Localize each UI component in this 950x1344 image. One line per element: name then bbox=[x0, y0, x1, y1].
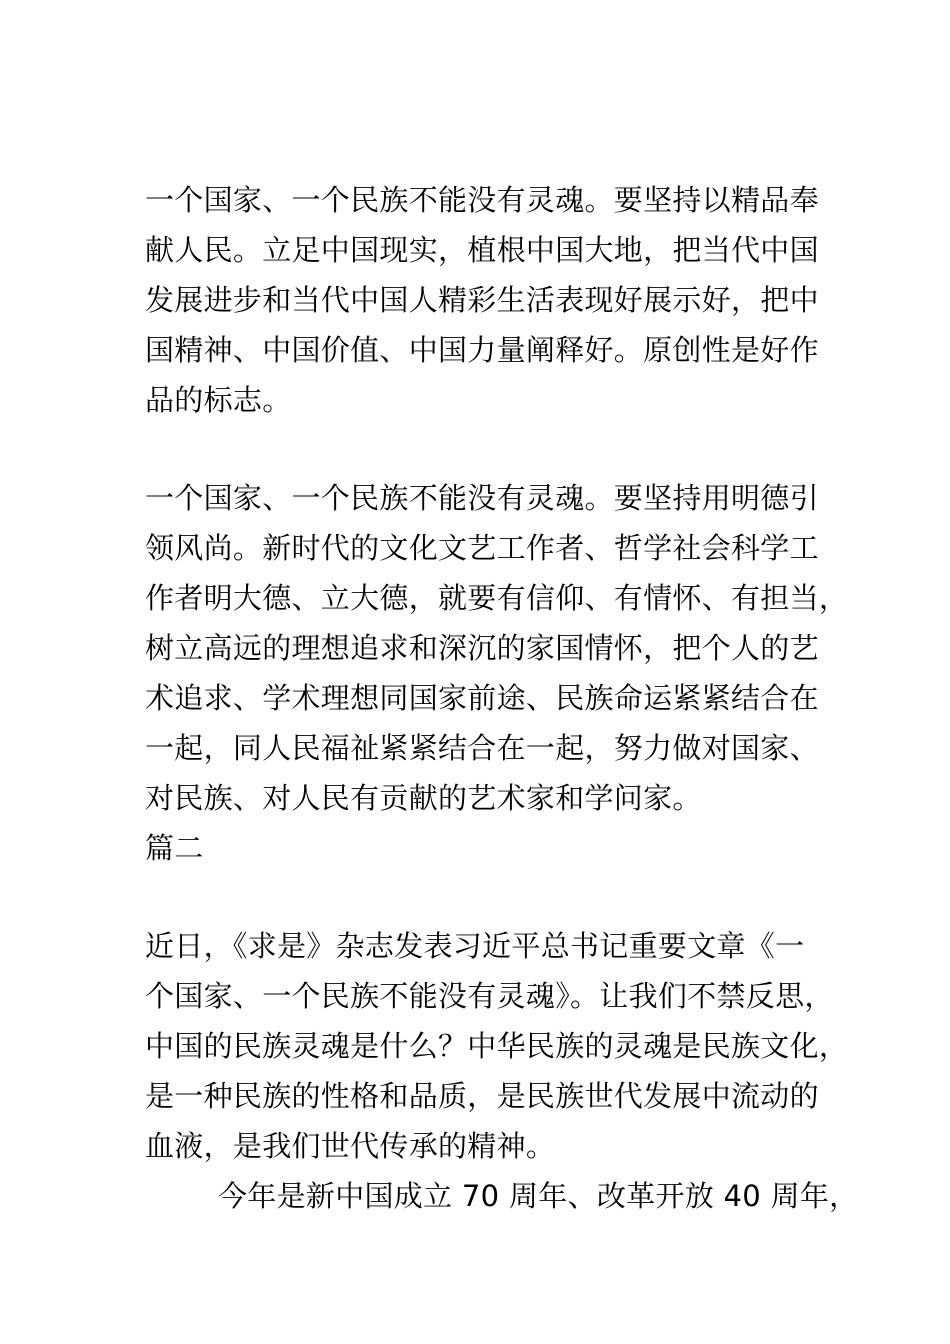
paragraph-line: 近日，《求是》杂志发表习近平总书记重要文章《一 bbox=[145, 929, 805, 963]
paragraph-line: 领风尚。新时代的文化文艺工作者、哲学社会科学工 bbox=[145, 531, 819, 565]
paragraph-line: 一起，同人民福祉紧紧结合在一起，努力做对国家、 bbox=[145, 731, 819, 765]
paragraph-line: 国精神、中国价值、中国力量阐释好。原创性是好作 bbox=[145, 333, 819, 367]
paragraph-line: 发展进步和当代中国人精彩生活表现好展示好，把中 bbox=[145, 283, 819, 317]
paragraph-line: 品的标志。 bbox=[145, 383, 292, 417]
paragraph-line: 献人民。立足中国现实，植根中国大地，把当代中国 bbox=[145, 233, 819, 267]
paragraph-line: 术追求、学术理想同国家前途、民族命运紧紧结合在 bbox=[145, 681, 819, 715]
paragraph-line: 个国家、一个民族不能没有灵魂》。让我们不禁反思， bbox=[145, 979, 834, 1013]
paragraph-line: 血液，是我们世代传承的精神。 bbox=[145, 1129, 556, 1163]
paragraph-line: 作者明大德、立大德，就要有信仰、有情怀、有担当， bbox=[145, 581, 849, 615]
paragraph-line: 一个国家、一个民族不能没有灵魂。要坚持用明德引 bbox=[145, 481, 819, 515]
paragraph-line: 今年是新中国成立 70 周年、改革开放 40 周年， bbox=[218, 1179, 859, 1213]
paragraph-line: 中国的民族灵魂是什么？中华民族的灵魂是民族文化， bbox=[145, 1029, 849, 1063]
paragraph-line: 树立高远的理想追求和深沉的家国情怀，把个人的艺 bbox=[145, 631, 819, 665]
section-heading: 篇二 bbox=[145, 831, 204, 865]
paragraph-line: 对民族、对人民有贡献的艺术家和学问家。 bbox=[145, 781, 702, 815]
paragraph-line: 是一种民族的性格和品质，是民族世代发展中流动的 bbox=[145, 1079, 819, 1113]
paragraph-line: 一个国家、一个民族不能没有灵魂。要坚持以精品奉 bbox=[145, 183, 819, 217]
